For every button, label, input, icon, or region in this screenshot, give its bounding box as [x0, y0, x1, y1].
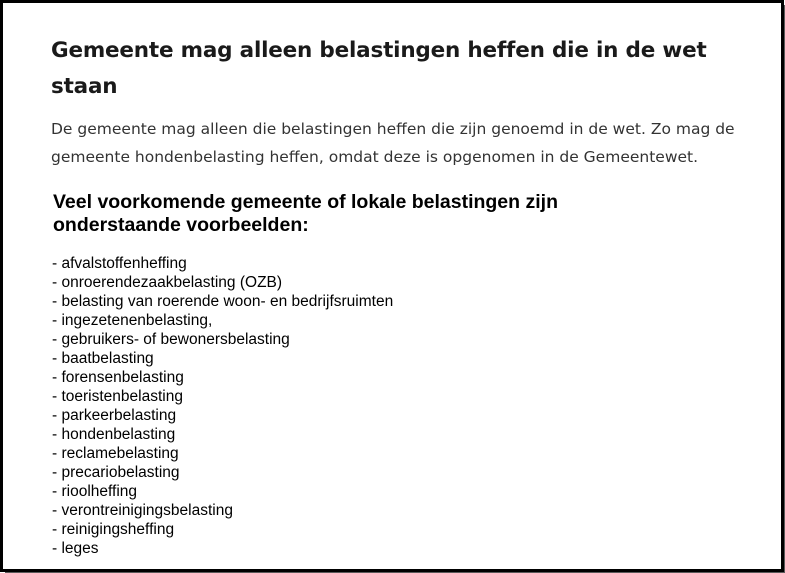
list-heading: Veel voorkomende gemeente of lokale belastingen zijn onderstaande voorbeelden: [53, 191, 558, 236]
list-item: - precariobelasting [52, 464, 180, 481]
list-item: - afvalstoffenheffing [52, 255, 187, 272]
list-item: - verontreinigingsbelasting [52, 502, 233, 519]
list-item: - toeristenbelasting [52, 388, 183, 405]
list-item: - rioolheffing [52, 483, 138, 500]
list-item: - hondenbelasting [52, 426, 176, 443]
list-item: - onroerendezaakbelasting (OZB) [52, 274, 283, 291]
tax-list [52, 254, 751, 558]
article-content [51, 33, 751, 558]
list-item: - leges [52, 540, 99, 557]
page-title: Gemeente mag alleen belastingen heffen die in de wet staan [51, 38, 707, 99]
list-item: - reclamebelasting [52, 445, 179, 462]
list-item: - gebruikers- of bewonersbelasting [52, 331, 290, 348]
list-item: - parkeerbelasting [52, 407, 177, 424]
list-item: - forensenbelasting [52, 369, 184, 386]
list-item: - baatbelasting [52, 350, 154, 367]
list-item: - ingezetenenbelasting, [52, 312, 213, 329]
list-item: - reinigingsheffing [52, 521, 175, 538]
list-item: - belasting van roerende woon- en bedrijfsruimten [52, 293, 394, 310]
intro-paragraph: De gemeente mag alleen die belastingen heffen die zijn genoemd in de wet. Zo mag de gemeente hondenbelasting heffen, omdat deze is opgenomen in de Gemeentewet. [51, 120, 735, 166]
